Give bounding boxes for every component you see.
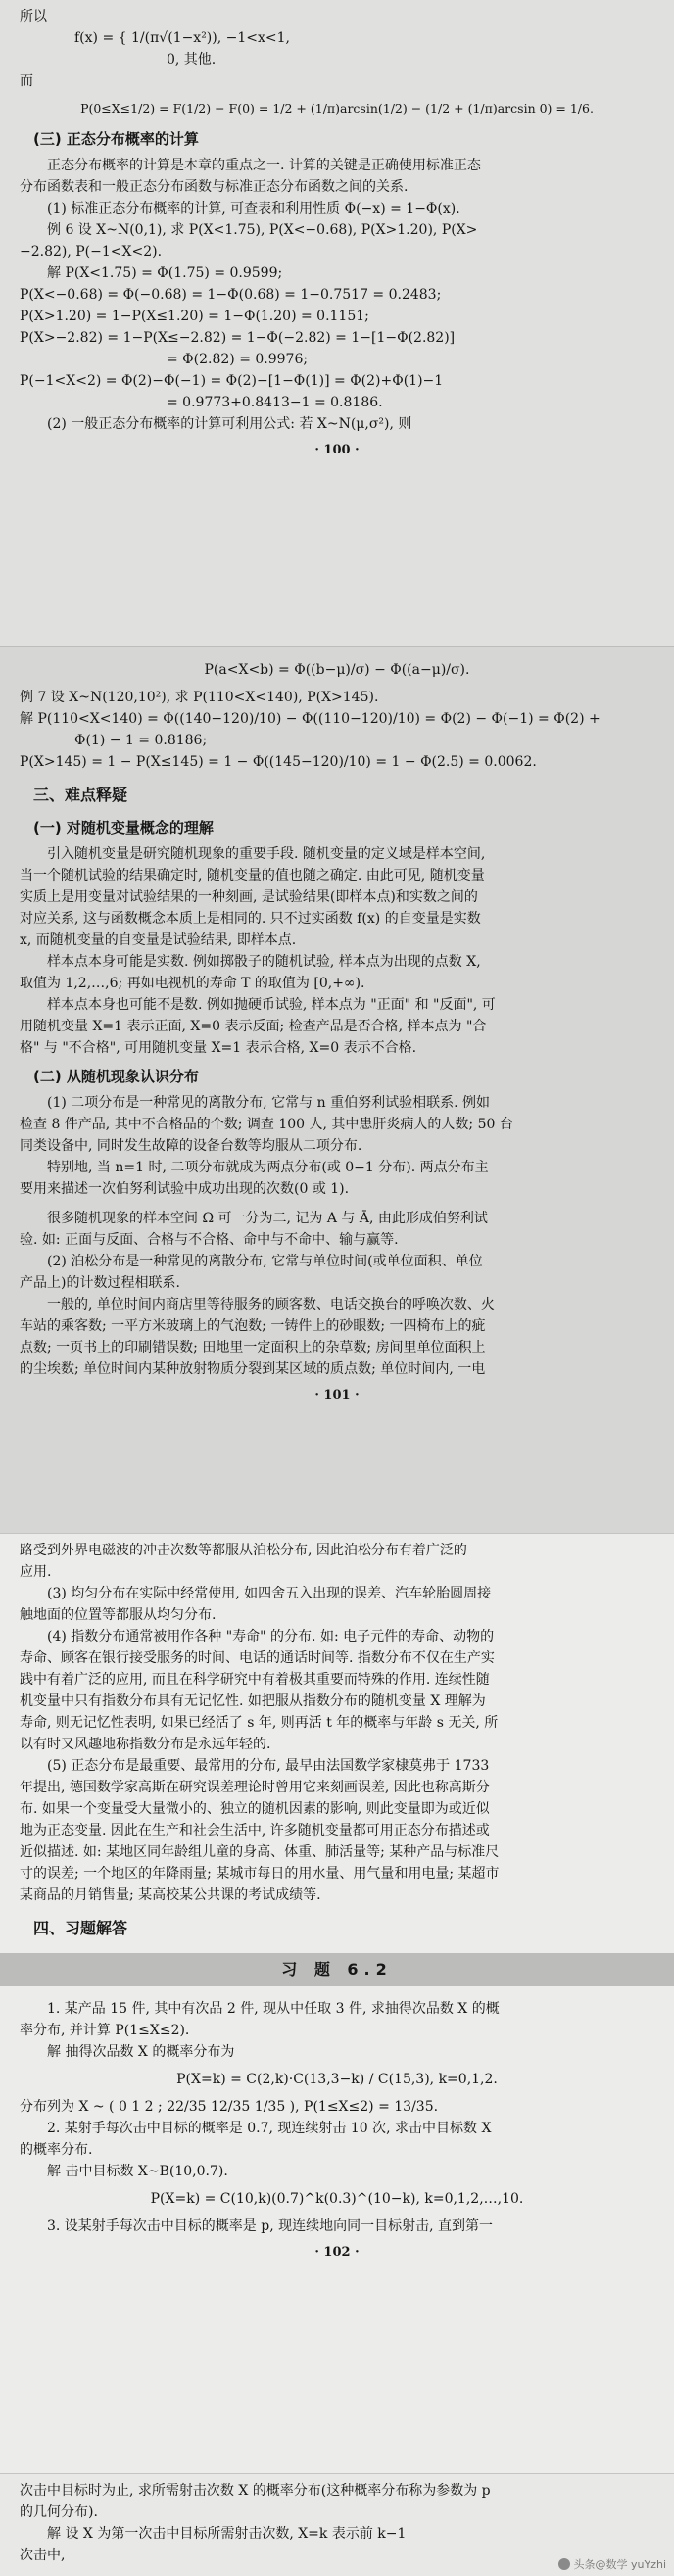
- general-normal-formula: P(a<X<b) = Φ((b−μ)/σ) − Φ((a−μ)/σ).: [204, 662, 470, 678]
- paragraph-line: 产品上)的计数过程相联系.: [20, 1275, 180, 1291]
- answer-formula: P(X=k) = C(10,k)(0.7)^k(0.3)^(10−k), k=0,1,2,…,10.: [150, 2191, 524, 2207]
- section-heading-normal-calc: (三) 正态分布概率的计算: [33, 130, 199, 148]
- page-100: [0, 0, 674, 646]
- paragraph-line: 正态分布概率的计算是本章的重点之一. 计算的关键是正确使用标准正态: [47, 158, 481, 173]
- page-103-partial: [0, 2473, 674, 2576]
- solution-line: P(−1<X<2) = Φ(2)−Φ(−1) = Φ(2)−[1−Φ(1)] = Φ(2)+Φ(1)−1: [20, 373, 444, 389]
- paragraph-line: 以有时又风趣地称指数分布是永远年轻的.: [20, 1737, 271, 1752]
- paragraph-line: 应用.: [20, 1564, 52, 1580]
- paragraph-line: 特别地, 当 n=1 时, 二项分布就成为两点分布(或 0−1 分布). 两点分布主: [47, 1160, 489, 1175]
- paragraph-line: 对应关系, 这与函数概念本质上是相同的. 只不过实函数 f(x) 的自变量是实数: [20, 911, 481, 927]
- paragraph-line: (5) 正态分布是最重要、最常用的分布, 最早由法国数学家棣莫弗于 1733: [47, 1758, 490, 1774]
- section-heading-difficulties: 三、难点释疑: [33, 786, 128, 804]
- paragraph-line: 的几何分布).: [20, 2504, 98, 2520]
- text-line: 所以: [20, 9, 47, 24]
- paragraph-line: (2) 一般正态分布概率的计算可利用公式: 若 X~N(μ,σ²), 则: [47, 416, 412, 432]
- page-number: · 101 ·: [314, 1388, 360, 1403]
- paragraph-line: 分布函数表和一般正态分布函数与标准正态分布函数之间的关系.: [20, 179, 409, 195]
- question-2: 2. 某射手每次击中目标的概率是 0.7, 现连续射击 10 次, 求击中目标数 X: [47, 2121, 492, 2136]
- solution-line: P(X>145) = 1 − P(X≤145) = 1 − Φ((145−120)/10) = 1 − Φ(2.5) = 0.0062.: [20, 754, 537, 770]
- paragraph-line: (1) 标准正态分布概率的计算, 可查表和利用性质 Φ(−x) = 1−Φ(x).: [47, 201, 460, 216]
- paragraph-line: 车站的乘客数; 一平方米玻璃上的气泡数; 一铸件上的砂眼数; 一四椅布上的疵: [20, 1318, 486, 1334]
- paragraph-line: 实质上是用变量对试验结果的一种刻画, 是试验结果(即样本点)和实数之间的: [20, 889, 478, 905]
- paragraph-line: 地为正态变量. 因此在生产和社会生活中, 许多随机变量都可用正态分布描述或: [20, 1823, 490, 1838]
- question-3: 3. 设某射手每次击中目标的概率是 p, 现连续地向同一目标射击, 直到第一: [47, 2218, 494, 2234]
- page-102: [0, 1533, 674, 2473]
- example-7-statement: 例 7 设 X~N(120,10²), 求 P(110<X<140), P(X>145).: [20, 690, 379, 705]
- paragraph-line: 布. 如果一个变量受大量微小的、独立的随机因素的影响, 则此变量即为或近似: [20, 1801, 490, 1817]
- page-101: [0, 646, 674, 1533]
- paragraph-line: 某商品的月销售量; 某高校某公共课的考试成绩等.: [20, 1887, 321, 1903]
- paragraph-line: 同类设备中, 同时发生故障的设备台数等均服从二项分布.: [20, 1138, 362, 1154]
- paragraph-line: (3) 均匀分布在实际中经常使用, 如四舍五入出现的误差、汽车轮胎圆周接: [47, 1586, 492, 1601]
- paragraph-line: 当一个随机试验的结果确定时, 随机变量的值也随之确定. 由此可见, 随机变量: [20, 868, 485, 883]
- paragraph-line: 年提出, 德国数学家高斯在研究误差理论时曾用它来刻画误差, 因此也称高斯分: [20, 1780, 490, 1795]
- paragraph-line: 寿命, 则无记忆性表明, 如果已经活了 s 年, 则再活 t 年的概率与年龄 s 无关, 所: [20, 1715, 499, 1731]
- paragraph-line: 解 设 X 为第一次击中目标所需射击次数, X=k 表示前 k−1: [47, 2526, 407, 2542]
- paragraph-line: 次击中,: [20, 2548, 66, 2563]
- paragraph-line: 寿命、顾客在银行接受服务的时间、电话的通话时间等. 指数分布不仅在生产实: [20, 1650, 495, 1666]
- answer-line: 解 抽得次品数 X 的概率分布为: [47, 2044, 235, 2060]
- paragraph-line: 验. 如: 正面与反面、合格与不合格、命中与不命中、输与赢等.: [20, 1232, 399, 1248]
- paragraph-line: 践中有着广泛的应用, 而且在科学研究中有着极其重要而特殊的作用. 连续性随: [20, 1672, 490, 1688]
- probability-formula: P(0≤X≤1/2) = F(1/2) − F(0) = 1/2 + (1/π)arcsin(1/2) − (1/2 + (1/π)arcsin 0) = 1/6.: [80, 101, 594, 116]
- solution-line: = Φ(2.82) = 0.9976;: [167, 352, 309, 367]
- example-6-statement: 例 6 设 X~N(0,1), 求 P(X<1.75), P(X<−0.68), P(X>1.20), P(X>: [47, 222, 478, 238]
- example-6-statement-cont: −2.82), P(−1<X<2).: [20, 244, 163, 260]
- paragraph-line: (4) 指数分布通常被用作各种 "寿命" 的分布. 如: 电子元件的寿命、动物的: [47, 1629, 495, 1645]
- question-2-cont: 的概率分布.: [20, 2142, 93, 2158]
- page-number: · 100 ·: [314, 443, 360, 457]
- paragraph-line: 样本点本身可能是实数. 例如掷骰子的随机试验, 样本点为出现的点数 X,: [47, 954, 481, 970]
- solution-line: 解 P(X<1.75) = Φ(1.75) = 0.9599;: [47, 265, 283, 281]
- section-heading-exercise-solutions: 四、习题解答: [33, 1919, 128, 1937]
- paragraph-line: 格" 与 "不合格", 可用随机变量 X=1 表示合格, X=0 表示不合格.: [20, 1040, 417, 1056]
- paragraph-line: (1) 二项分布是一种常见的离散分布, 它常与 n 重伯努利试验相联系. 例如: [47, 1095, 490, 1111]
- solution-line: 解 P(110<X<140) = Φ((140−120)/10) − Φ((110−120)/10) = Φ(2) − Φ(−1) = Φ(2) +: [20, 711, 601, 727]
- text-line: 而: [20, 73, 33, 89]
- paragraph-line: 近似描述. 如: 某地区同年龄组儿童的身高、体重、肺活量等; 某种产品与标准尺: [20, 1844, 500, 1860]
- paragraph-line: 检查 8 件产品, 其中不合格品的个数; 调查 100 人, 其中患肝炎病人的人数; 50 台: [20, 1117, 513, 1132]
- answer-line: 解 击中目标数 X~B(10,0.7).: [47, 2164, 228, 2179]
- paragraph-line: 一般的, 单位时间内商店里等待服务的顾客数、电话交换台的呼唤次数、火: [47, 1297, 495, 1312]
- subsection-heading-random-variable: (一) 对随机变量概念的理解: [33, 819, 214, 836]
- paragraph-line: x, 而随机变量的自变量是试验结果, 即样本点.: [20, 932, 297, 948]
- distribution-table: 分布列为 X ~ ( 0 1 2 ; 22/35 12/35 1/35 ), P(1≤X≤2) = 13/35.: [20, 2099, 439, 2115]
- paragraph-line: 很多随机现象的样本空间 Ω 可一分为二, 记为 A 与 Ā, 由此形成伯努利试: [47, 1211, 488, 1226]
- exercise-band-heading: 习 题 6.2: [0, 1953, 674, 1986]
- paragraph-line: 触地面的位置等都服从均匀分布.: [20, 1607, 217, 1623]
- solution-line: Φ(1) − 1 = 0.8186;: [74, 733, 208, 748]
- paragraph-line: 路受到外界电磁波的冲击次数等都服从泊松分布, 因此泊松分布有着广泛的: [20, 1543, 467, 1558]
- paragraph-line: 要用来描述一次伯努利试验中成功出现的次数(0 或 1).: [20, 1181, 350, 1197]
- watermark-logo-icon: [558, 2558, 570, 2570]
- paragraph-line: 样本点本身也可能不是数. 例如抛硬币试验, 样本点为 "正面" 和 "反面", 可: [47, 997, 496, 1013]
- solution-line: P(X>1.20) = 1−P(X≤1.20) = 1−Φ(1.20) = 0.1151;: [20, 309, 369, 324]
- piecewise-density-line2: 0, 其他.: [167, 52, 217, 68]
- answer-formula: P(X=k) = C(2,k)·C(13,3−k) / C(15,3), k=0,1,2.: [176, 2072, 498, 2087]
- paragraph-line: 点数; 一页书上的印刷错误数; 田地里一定面积上的杂草数; 房间里单位面积上: [20, 1340, 486, 1356]
- paragraph-line: 用随机变量 X=1 表示正面, X=0 表示反面; 检查产品是否合格, 样本点为 "合: [20, 1019, 487, 1034]
- paragraph-line: 寸的误差; 一个地区的年降雨量; 某城市每日的用水量、用气量和用电量; 某超市: [20, 1866, 500, 1882]
- piecewise-density-line1: f(x) = { 1/(π√(1−x²)), −1<x<1,: [74, 30, 290, 46]
- watermark-text: 头条@数学 yuYzhi: [573, 2558, 666, 2571]
- paragraph-line: 的尘埃数; 单位时间内某种放射物质分裂到某区域的质点数; 单位时间内, 一电: [20, 1361, 486, 1377]
- paragraph-line: (2) 泊松分布是一种常见的离散分布, 它常与单位时间(或单位面积、单位: [47, 1254, 483, 1269]
- paragraph-line: 机变量中只有指数分布具有无记忆性. 如把服从指数分布的随机变量 X 理解为: [20, 1693, 486, 1709]
- subsection-heading-distributions: (二) 从随机现象认识分布: [33, 1068, 199, 1085]
- solution-line: P(X>−2.82) = 1−P(X≤−2.82) = 1−Φ(−2.82) = 1−[1−Φ(2.82)]: [20, 330, 456, 346]
- paragraph-line: 次击中目标时为止, 求所需射击次数 X 的概率分布(这种概率分布称为参数为 p: [20, 2483, 491, 2499]
- paragraph-line: 引入随机变量是研究随机现象的重要手段. 随机变量的定义域是样本空间,: [47, 846, 486, 862]
- solution-line: = 0.9773+0.8413−1 = 0.8186.: [167, 395, 383, 410]
- question-1-cont: 率分布, 并计算 P(1≤X≤2).: [20, 2023, 190, 2038]
- watermark: [558, 2556, 667, 2572]
- solution-line: P(X<−0.68) = Φ(−0.68) = 1−Φ(0.68) = 1−0.7517 = 0.2483;: [20, 287, 442, 303]
- page-number: · 102 ·: [314, 2245, 360, 2260]
- paragraph-line: 取值为 1,2,…,6; 再如电视机的寿命 T 的取值为 [0,+∞).: [20, 976, 365, 991]
- question-1: 1. 某产品 15 件, 其中有次品 2 件, 现从中任取 3 件, 求抽得次品数 X 的概: [47, 2001, 500, 2017]
